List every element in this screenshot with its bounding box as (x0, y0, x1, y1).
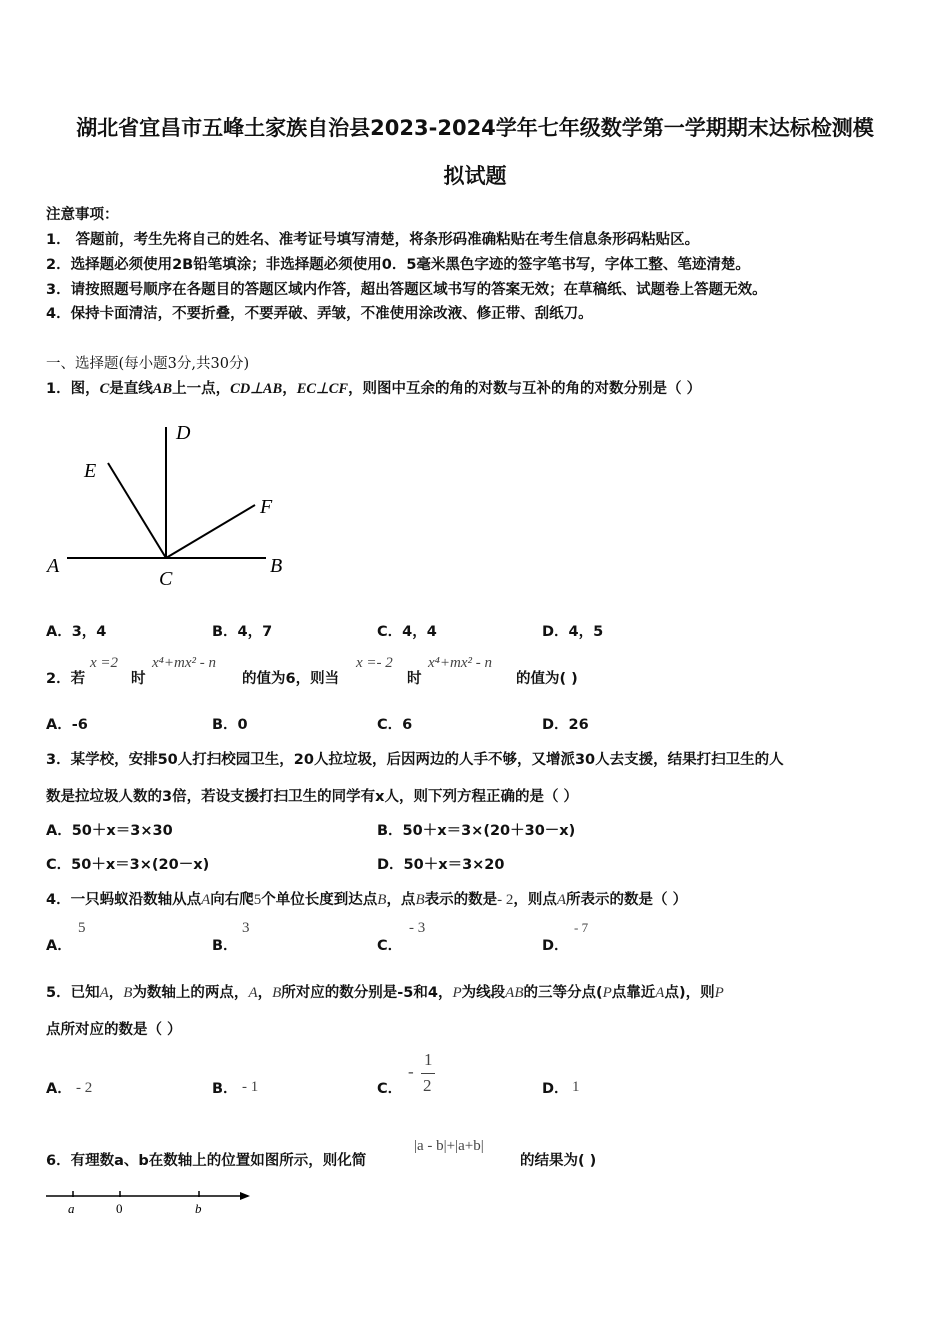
q1-text-3: ， (282, 381, 297, 397)
q6-number-line (40, 1185, 260, 1225)
ray-cf (166, 505, 255, 558)
q4-option-c-value: - 3 (409, 920, 426, 936)
q5-text-c: 所对应的数分别是-5和4， (281, 985, 453, 1001)
q3-option-a[interactable]: A．50＋x＝3×30 (46, 823, 173, 839)
q2-condition-1: x =2 (90, 655, 119, 671)
q4-point-a-2: A (556, 892, 567, 908)
fraction-numerator: 1 (424, 1050, 433, 1069)
q5-sep-2: ， (257, 985, 273, 1001)
exam-title-line2: 拟试题 (443, 164, 507, 188)
axis-arrow (240, 1192, 250, 1200)
q4-option-b-value: 3 (242, 920, 250, 936)
q2-text-4: 的值为( ) (516, 671, 578, 687)
q5-option-b-label[interactable]: B． (212, 1081, 238, 1097)
q2-expression-2: x⁴+mx² - n (428, 655, 492, 671)
axis-label-b: b (195, 1201, 202, 1216)
q1-text-4: ，则图中互余的角的对数与互补的角的对数分别是（ ） (348, 381, 702, 397)
q4-text-6: 所表示的数是（ ） (566, 892, 688, 908)
q5-segment-ab: AB (505, 985, 524, 1001)
label-b: B (270, 555, 283, 577)
q5-option-d-value: 1 (572, 1079, 580, 1095)
q2-text-2: 的值为6，则当 (242, 671, 340, 687)
notes-heading: 注意事项： (46, 207, 119, 223)
label-e: E (84, 460, 97, 482)
q2-expression-1: x⁴+mx² - n (152, 655, 216, 671)
ray-ce (108, 463, 166, 558)
q4-option-a-value: 5 (78, 920, 86, 936)
q5-option-a-label[interactable]: A． (46, 1081, 72, 1097)
q1-text-2: 上一点， (172, 381, 231, 397)
q2-text-3: 时 (407, 671, 422, 687)
q5-text-d: 为线段 (461, 985, 506, 1001)
q5-point-a: A (99, 985, 109, 1001)
q3-stem-line1: 3．某学校，安排50人打扫校园卫生，20人拉垃圾，后因两边的人手不够，又增派30人去支援，结果打扫卫生的人 (46, 752, 784, 768)
q4-text-4: 表示的数是 (424, 892, 498, 908)
q4-point-b-2: B (415, 892, 425, 908)
q3-option-b[interactable]: B．50＋x＝3×(20＋30－x) (377, 823, 576, 839)
q1-prefix: 1．图， (46, 381, 100, 397)
q5-point-p-3: P (714, 985, 724, 1001)
q3-option-c[interactable]: C．50＋x＝3×(20－x) (46, 857, 210, 873)
q2-option-d[interactable]: D．26 (542, 717, 589, 733)
q3-option-d[interactable]: D．50＋x＝3×20 (377, 857, 505, 873)
q2-option-a[interactable]: A．-6 (46, 717, 88, 733)
q5-point-b-2: B (272, 985, 282, 1001)
q1-option-c[interactable]: C．4，4 (377, 624, 437, 640)
q4-text-5: ，则点 (513, 892, 557, 908)
q3-stem-line2: 数是拉垃圾人数的3倍，若设支援打扫卫生的同学有x人，则下列方程正确的是（ ） (46, 789, 578, 805)
q1-point-c: C (99, 381, 110, 397)
q2-option-c[interactable]: C．6 (377, 717, 413, 733)
q5-option-a-value: - 2 (76, 1080, 93, 1096)
note-item-3: 3．请按照题号顺序在各题目的答题区域内作答，超出答题区域书写的答案无效；在草稿纸、试题卷上答题无效。 (46, 282, 767, 298)
q1-option-a[interactable]: A．3，4 (46, 624, 107, 640)
q4-text-2: 个单位长度到达点 (261, 892, 378, 908)
q4-value-b: - 2 (497, 892, 514, 908)
q4-prefix: 4．一只蚂蚁沿数轴从点 (46, 892, 202, 908)
q1-option-d[interactable]: D．4，5 (542, 624, 604, 640)
question-5-stem-line1 (46, 981, 724, 1002)
q2-option-b[interactable]: B．0 (212, 717, 248, 733)
q1-geometry-figure (40, 415, 300, 595)
axis-label-zero: 0 (116, 1201, 123, 1216)
q5-point-p-2: P (602, 985, 612, 1001)
q2-condition-2: x =- 2 (356, 655, 393, 671)
q4-text-1: 向右爬 (210, 892, 254, 908)
question-4-stem (46, 888, 687, 909)
q6-prefix: 6．有理数a、b在数轴上的位置如图所示，则化简 (46, 1153, 367, 1169)
fraction-bar (421, 1073, 435, 1074)
q5-option-c-fraction (408, 1050, 448, 1100)
q5-option-c-label[interactable]: C． (377, 1081, 403, 1097)
q5-point-b: B (123, 985, 133, 1001)
q6-expression: |a - b|+|a+b| (414, 1138, 484, 1154)
q4-option-d-label[interactable]: D． (542, 938, 569, 954)
q4-point-b: B (377, 892, 387, 908)
q5-text-e: 的三等分点( (523, 985, 603, 1001)
axis-label-a: a (68, 1201, 75, 1216)
q4-text-3: ，点 (386, 892, 416, 908)
q5-point-a-2: A (248, 985, 258, 1001)
q5-text-b: 为数轴上的两点， (132, 985, 249, 1001)
q2-text-1: 时 (131, 671, 146, 687)
q4-option-a-label[interactable]: A． (46, 938, 72, 954)
q4-option-c-label[interactable]: C． (377, 938, 403, 954)
q1-text-1: 是直线 (109, 381, 153, 397)
q4-point-a: A (201, 892, 211, 908)
q4-units: 5 (253, 892, 262, 908)
label-d: D (176, 422, 191, 444)
label-f: F (260, 496, 273, 518)
q5-point-p: P (452, 985, 462, 1001)
question-1-stem (46, 377, 701, 398)
note-item-2: 2．选择题必须使用2B铅笔填涂；非选择题必须使用0．5毫米黑色字迹的签字笔书写，字体工整、笔迹清楚。 (46, 257, 750, 273)
exam-title-line1: 湖北省宜昌市五峰土家族自治县2023-2024学年七年级数学第一学期期末达标检测模 (76, 116, 874, 140)
q6-suffix: 的结果为( ) (520, 1153, 597, 1169)
q1-cd-perp: CD⊥AB (230, 381, 283, 397)
q5-option-b-value: - 1 (242, 1079, 259, 1095)
note-item-1: 1． 答题前，考生先将自己的姓名、准考证号填写清楚，将条形码准确粘贴在考生信息条形码粘贴区。 (46, 232, 700, 248)
fraction-sign: - (408, 1062, 414, 1081)
section-heading: 一、选择题(每小题3分,共30分) (46, 356, 250, 372)
q5-option-d-label[interactable]: D． (542, 1081, 569, 1097)
q1-line-ab: AB (152, 381, 173, 397)
q1-ec-perp: EC⊥CF (296, 381, 349, 397)
q2-prefix: 2．若 (46, 671, 86, 687)
label-a: A (47, 555, 60, 577)
fraction-denominator: 2 (423, 1076, 432, 1095)
q5-sep: ， (108, 985, 124, 1001)
label-c: C (159, 568, 173, 590)
q5-stem-line2: 点所对应的数是（ ） (46, 1022, 182, 1038)
q5-text-f: 点靠近 (611, 985, 656, 1001)
q5-text-a: 5．已知 (46, 985, 100, 1001)
q4-option-b-label[interactable]: B． (212, 938, 238, 954)
q5-point-a-3: A (655, 985, 665, 1001)
q1-option-b[interactable]: B．4，7 (212, 624, 273, 640)
note-item-4: 4．保持卡面清洁，不要折叠，不要弄破、弄皱，不准使用涂改液、修正带、刮纸刀。 (46, 306, 593, 322)
q4-option-d-value: - 7 (574, 920, 589, 935)
q5-text-g: 点)，则 (664, 985, 715, 1001)
